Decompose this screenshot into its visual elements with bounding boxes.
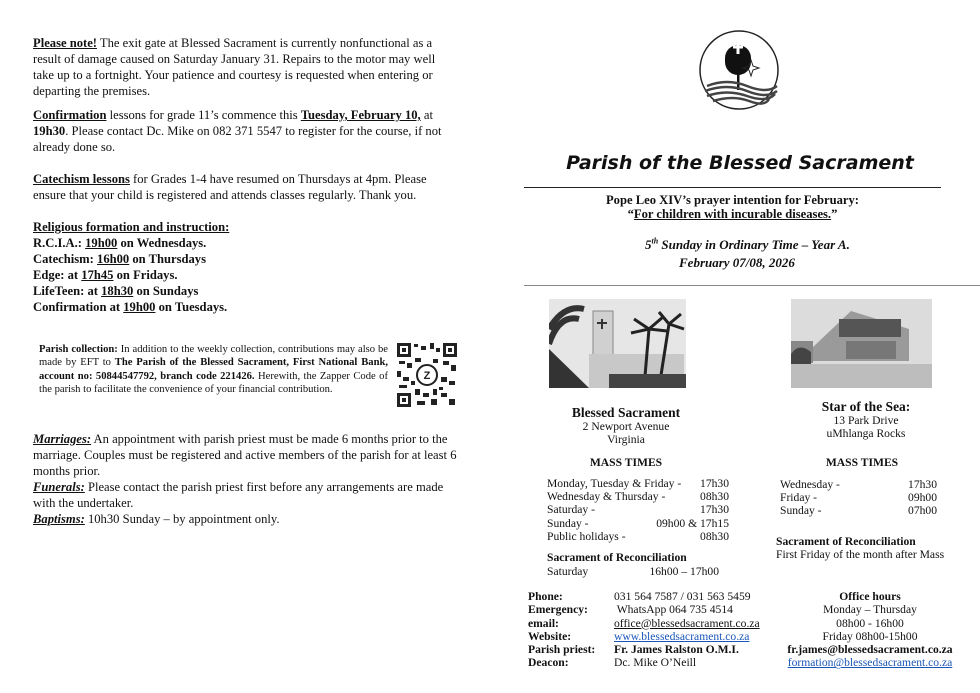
church-photo-image [549, 299, 686, 388]
formation-time: 19h00 [123, 300, 156, 314]
reconciliation-heading: Sacrament of Reconciliation [547, 551, 687, 565]
notice-text: for Grades 1-4 have resumed on Thursdays at 4pm. Please ensure that your child is registered and attends classes regularly. Thank you. [33, 172, 427, 202]
mass-day: Sunday - [547, 516, 589, 530]
office-days: Monday – Thursday [823, 603, 917, 617]
mass-day: Sunday - [780, 504, 822, 518]
sacrament-lead: Baptisms: [33, 512, 85, 526]
mass-row [780, 504, 937, 517]
mass-times-list [780, 478, 937, 518]
header-divider [524, 285, 980, 286]
sacrament-text: 10h30 Sunday – by appointment only. [84, 512, 280, 526]
mass-day: Wednesday & Thursday - [547, 490, 666, 504]
contact-value: WhatsApp 064 735 4514 [614, 603, 733, 617]
office-hours [770, 590, 970, 670]
parish-collection-box [39, 343, 465, 407]
formation-item [33, 299, 453, 315]
contact-label: Emergency: [528, 603, 588, 617]
formation-day: on Sundays [133, 284, 199, 298]
mass-row [547, 490, 729, 503]
formation-day: on Wednesdays. [117, 236, 207, 250]
blessed-sacrament-column [546, 405, 736, 578]
star-of-the-sea-column [776, 399, 976, 561]
contact-value: 031 564 7587 / 031 563 5459 [614, 590, 751, 603]
contact-label: Website: [528, 629, 572, 643]
notice-text: lessons for grade 11’s commence this [106, 108, 301, 122]
contact-phone [528, 590, 766, 603]
prayer-text: For children with incurable diseases. [633, 207, 832, 221]
contact-parish-priest [528, 643, 766, 656]
mass-day: Wednesday - [780, 477, 840, 491]
church-address: 13 Park Drive [833, 414, 899, 427]
prayer-quote [524, 207, 941, 221]
contact-value: Dc. Mike O’Neill [614, 656, 697, 670]
parish-logo [697, 28, 781, 112]
formation-time: 16h00 [97, 252, 130, 266]
church-suburb: Virginia [607, 433, 645, 447]
contact-label: Deacon: [528, 656, 569, 670]
formation-label: Edge: at [33, 268, 82, 282]
mass-time: 09h00 & 17h15 [656, 516, 729, 530]
contact-deacon [528, 656, 766, 669]
mass-time: 07h00 [908, 504, 937, 518]
contact-website [528, 630, 766, 643]
sacrament-marriages [33, 431, 465, 479]
title-divider [524, 187, 941, 188]
zapper-qr-code[interactable] [397, 343, 457, 407]
formation-item [33, 267, 453, 283]
formation-item [33, 283, 453, 299]
notice-catechism [33, 171, 443, 203]
reconciliation-text: First Friday of the month after Mass [776, 548, 945, 562]
confirmation-date: Tuesday, February 10, [300, 108, 421, 122]
contact-emergency [528, 603, 766, 616]
formation-time: 18h30 [101, 284, 134, 298]
reconciliation-heading: Sacrament of Reconciliation [776, 534, 916, 548]
mass-times-list [547, 477, 729, 543]
mass-row [780, 478, 937, 491]
website-link[interactable]: www.blessedsacrament.co.za [614, 629, 750, 643]
office-times: 08h00 - 16h00 [836, 616, 904, 630]
notice-text: The exit gate at Blessed Sacrament is currently nonfunctional as a result of damage caused on Saturday January 31. Repairs to the motor may well take up to a fortnight. Your patience and courtesy is requested when entering or departing the premises. [33, 36, 436, 98]
collection-text: In addition to the weekly collection, contributions may also be made by EFT to [39, 344, 388, 369]
sacrament-lead: Funerals: [33, 480, 85, 494]
reconciliation-row [547, 565, 719, 578]
sacrament-lead: Marriages: [33, 432, 92, 446]
mass-day: Friday - [780, 491, 818, 505]
contact-label: email: [528, 616, 559, 630]
contact-label: Phone: [528, 590, 563, 603]
sunday-number: 5 [645, 237, 652, 252]
formation-day: on Thursdays [129, 252, 206, 266]
sunday-suffix: th [651, 236, 659, 246]
notice-confirmation [33, 107, 455, 155]
prayer-intention [524, 193, 941, 221]
mass-time: 17h30 [700, 476, 729, 490]
mass-row [547, 503, 729, 516]
sacrament-text: Please contact the parish priest first before any arrangements are made with the undertaker. [33, 480, 444, 510]
notice-text: at [420, 108, 433, 122]
formation-label: LifeTeen: at [33, 284, 102, 298]
reconciliation-time: 16h00 – 17h00 [649, 564, 719, 578]
sacraments-section [33, 431, 465, 527]
quote-close: ” [831, 207, 838, 221]
liturgical-heading [645, 236, 850, 272]
formation-day: on Fridays. [113, 268, 178, 282]
contact-email [528, 617, 766, 630]
contact-value: Fr. James Ralston O.M.I. [614, 643, 739, 657]
star-of-the-sea-info [786, 399, 946, 441]
bulletin-date: February 07/08, 2026 [679, 255, 795, 270]
mass-time: 09h00 [908, 491, 937, 505]
left-column [33, 35, 465, 527]
prayer-intro: Pope Leo XIV’s prayer intention for February: [605, 193, 859, 207]
collection-lead: Parish collection: [39, 344, 118, 355]
formation-heading: Religious formation and instruction: [33, 220, 230, 234]
church-photo-image [791, 299, 932, 388]
reconciliation-day: Saturday [547, 564, 589, 578]
blessed-sacrament-photo [549, 299, 686, 388]
mass-row [547, 517, 729, 530]
confirmation-time: 19h30 [33, 124, 66, 138]
formation-item [33, 251, 453, 267]
sacrament-text: An appointment with parish priest must be made 6 months prior to the marriage. Couples must be registered and active members of the parish for at least 6 months prior. [33, 432, 457, 478]
notice-lead: Please note! [33, 36, 97, 50]
formation-label: R.C.I.A.: [33, 236, 86, 250]
mass-day: Public holidays - [547, 530, 626, 544]
office-hours-heading: Office hours [839, 590, 901, 603]
mass-row [780, 491, 937, 504]
mass-times-heading: MASS TIMES [589, 455, 663, 469]
zapper-logo: Z [423, 370, 431, 382]
notice-gate [33, 35, 453, 99]
notice-text: . Please contact Dc. Mike on 082 371 5547 to register for the course, if not already done so. [33, 124, 442, 154]
reconciliation-star-of-the-sea [776, 535, 976, 562]
formation-item [33, 235, 453, 251]
contact-label: Parish priest: [528, 643, 596, 657]
sunday-text: Sunday in Ordinary Time – Year A. [658, 237, 850, 252]
notice-lead: Confirmation [33, 108, 107, 122]
sacrament-funerals [33, 479, 465, 511]
bank-details: The Parish of the Blessed Sacrament, First National Bank, account no: 50844547792, branch code 221426. [39, 357, 389, 382]
star-of-the-sea-photo [791, 299, 932, 388]
mass-time: 17h30 [908, 477, 937, 491]
church-address: 2 Newport Avenue [582, 420, 670, 433]
formation-label: Confirmation at [33, 300, 124, 314]
mass-time: 08h30 [700, 530, 729, 544]
mass-day: Saturday - [547, 503, 595, 517]
formation-email-link[interactable]: formation@blessedsacrament.co.za [787, 656, 953, 670]
priest-email[interactable]: fr.james@blessedsacrament.co.za [787, 643, 953, 657]
blessed-sacrament-info [546, 405, 706, 447]
qr-code-icon [397, 343, 457, 407]
mass-day: Monday, Tuesday & Friday - [547, 476, 682, 490]
parish-collection [39, 343, 388, 397]
formation-time: 19h00 [85, 236, 118, 250]
mass-time: 17h30 [700, 503, 729, 517]
parish-title: Parish of the Blessed Sacrament [566, 152, 914, 174]
church-name: Star of the Sea: [821, 399, 911, 414]
mass-time: 08h30 [700, 490, 729, 504]
office-friday: Friday 08h00-15h00 [822, 629, 918, 643]
mass-row [547, 530, 729, 543]
mass-row [547, 477, 729, 490]
formation-section [33, 219, 453, 315]
contact-details [528, 590, 766, 670]
mass-times-heading: MASS TIMES [825, 455, 899, 469]
chalice-logo-icon [697, 28, 781, 112]
notice-lead: Catechism lessons [33, 172, 130, 186]
church-name: Blessed Sacrament [571, 405, 681, 420]
liturgical-sunday [645, 236, 850, 254]
sacrament-baptisms [33, 511, 465, 527]
church-suburb: uMhlanga Rocks [826, 427, 906, 441]
formation-label: Catechism: [33, 252, 98, 266]
formation-day: on Tuesdays. [155, 300, 228, 314]
formation-time: 17h45 [81, 268, 114, 282]
collection-text: Herewith, the Zapper Code of the parish to facilitate the convenience of your financial contribution. [39, 370, 388, 396]
office-email-link[interactable]: office@blessedsacrament.co.za [614, 616, 760, 630]
quote-open: “ [627, 207, 634, 221]
reconciliation-blessed-sacrament [547, 551, 719, 578]
